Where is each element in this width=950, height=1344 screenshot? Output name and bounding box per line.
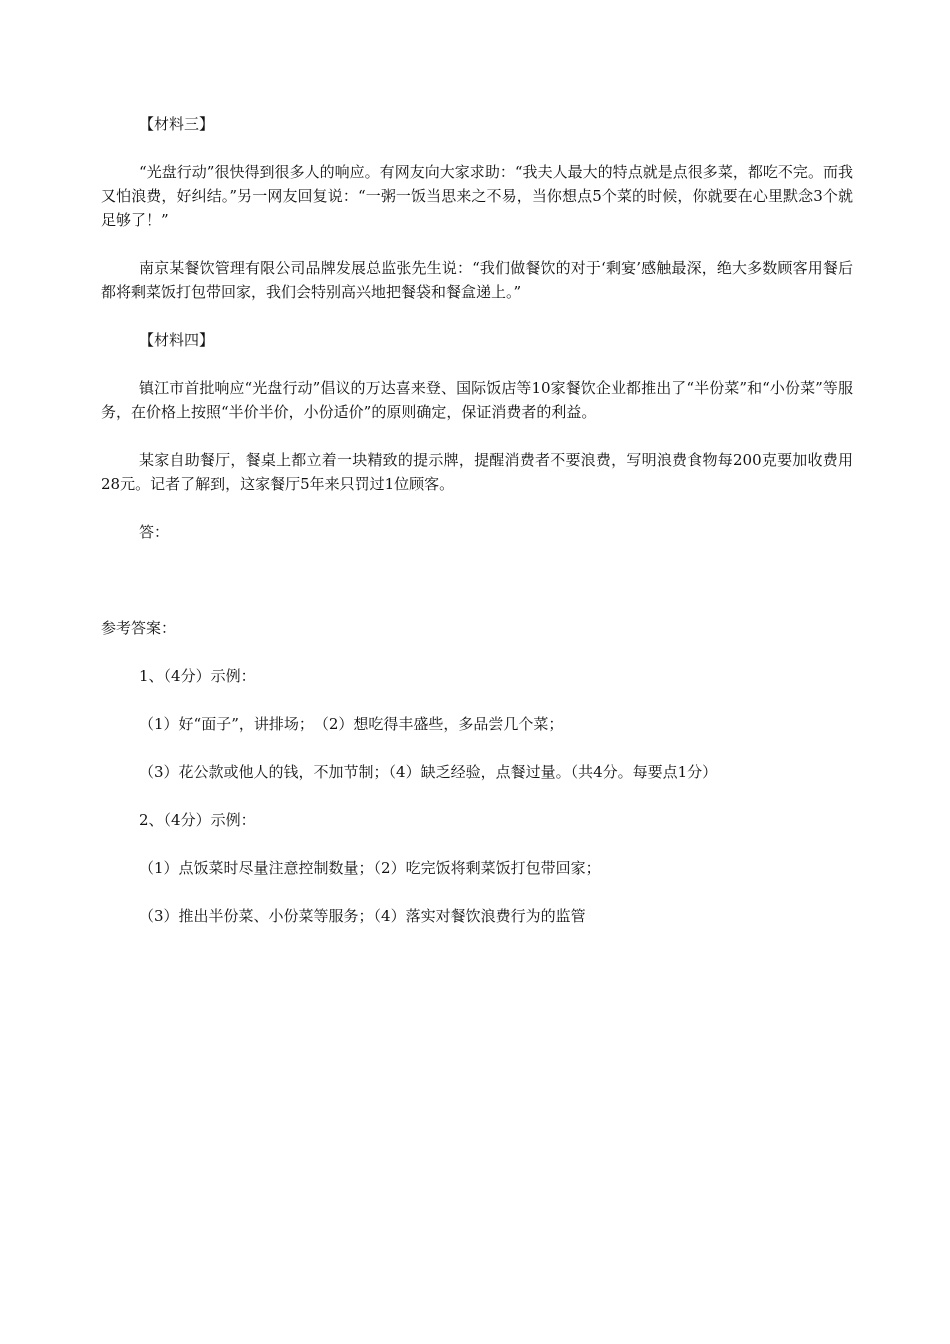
material-4-paragraph-2: 某家自助餐厅，餐桌上都立着一块精致的提示牌，提醒消费者不要浪费，写明浪费食物每200克要加收费用28元。记者了解到，这家餐厅5年来只罚过1位顾客。 — [101, 451, 853, 493]
document-body — [101, 112, 853, 928]
question-1-line-1: （1）好“面子”，讲排场； （2）想吃得丰盛些，多品尝几个菜； — [139, 715, 564, 733]
material-4-heading: 【材料四】 — [139, 331, 215, 349]
material-3-paragraph-1: “光盘行动”很快得到很多人的响应。有网友向大家求助：“我夫人最大的特点就是点很多菜，都吃不完。而我又怕浪费，好纠结。”另一网友回复说：“一粥一饭当思来之不易，当你想点5个菜的时候，你就要在心里默念3个就足够了！” — [101, 163, 853, 229]
question-1-line-2: （3）花公款或他人的钱，不加节制；（4）缺乏经验，点餐过量。（共4分。每要点1分） — [139, 763, 718, 781]
question-2-heading: 2、（4分）示例： — [139, 811, 256, 829]
question-2-line-1: （1）点饭菜时尽量注意控制数量；（2）吃完饭将剩菜饭打包带回家； — [139, 859, 601, 877]
answer-label: 答： — [139, 523, 170, 541]
reference-answer-title: 参考答案： — [101, 619, 177, 637]
material-3-paragraph-2: 南京某餐饮管理有限公司品牌发展总监张先生说：“我们做餐饮的对于‘剩宴’感触最深，绝大多数顾客用餐后都将剩菜饭打包带回家，我们会特别高兴地把餐袋和餐盒递上。” — [101, 259, 853, 301]
material-3-heading: 【材料三】 — [139, 115, 215, 133]
question-1-heading: 1、（4分）示例： — [139, 667, 256, 685]
material-4-paragraph-1: 镇江市首批响应“光盘行动”倡议的万达喜来登、国际饭店等10家餐饮企业都推出了“半份菜”和“小份菜”等服务，在价格上按照“半价半价，小份适价”的原则确定，保证消费者的利益。 — [101, 379, 853, 421]
question-2-line-2: （3）推出半份菜、小份菜等服务；（4）落实对餐饮浪费行为的监管 — [139, 907, 586, 925]
